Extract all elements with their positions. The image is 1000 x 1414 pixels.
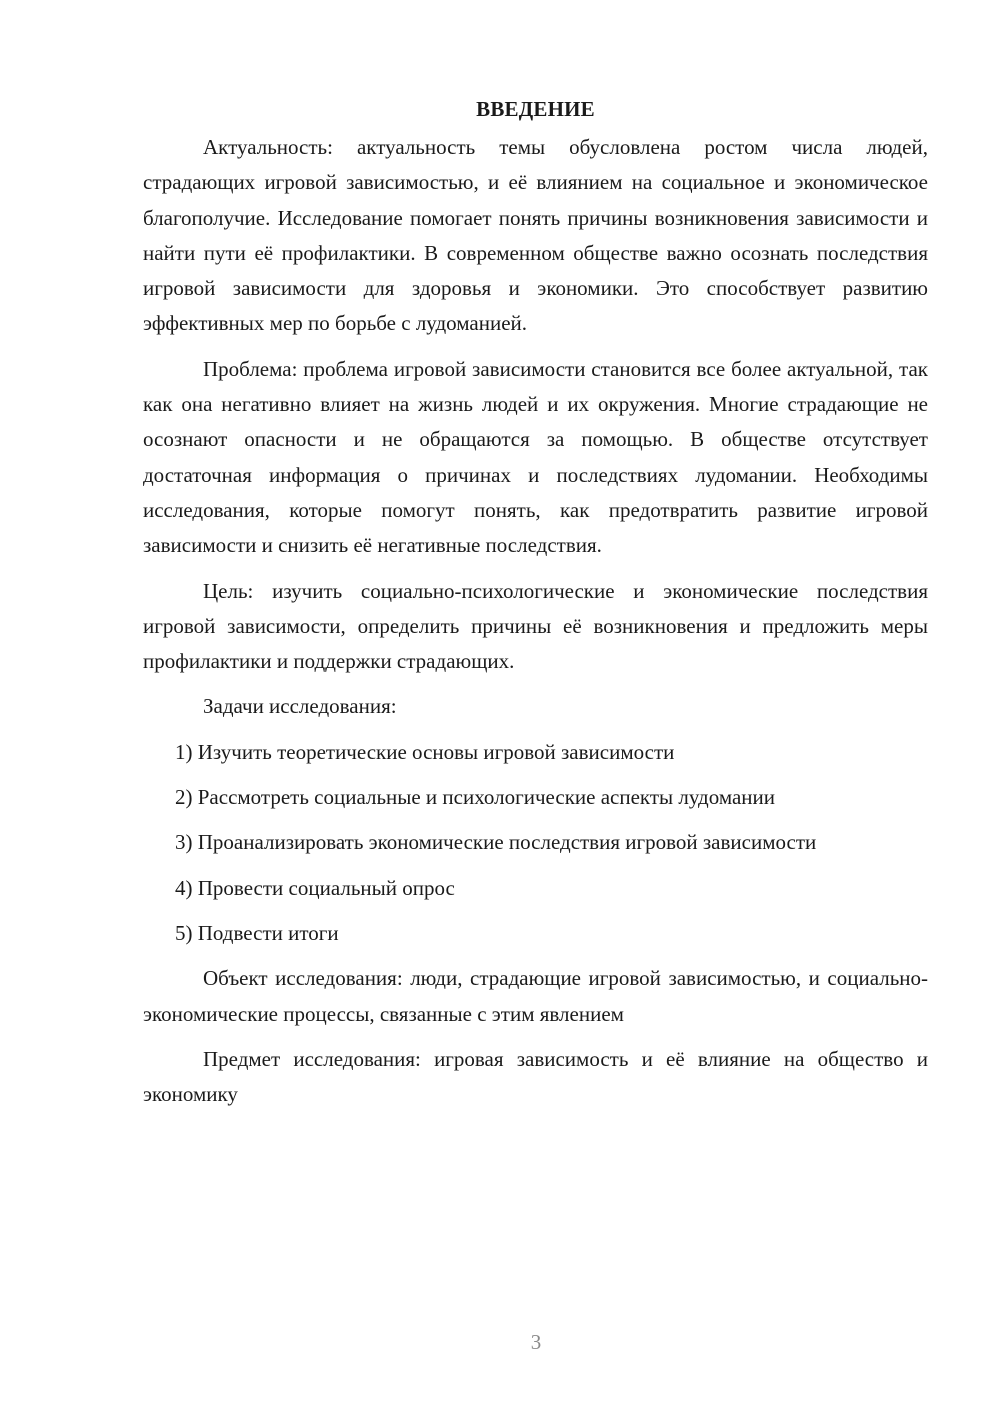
task-item-3: 3) Проанализировать экономические последствия игровой зависимости bbox=[175, 830, 817, 855]
task-item-2: 2) Рассмотреть социальные и психологические аспекты лудомании bbox=[175, 785, 775, 810]
goal-paragraph: Цель: изучить социально-психологические и экономические последствия игровой зависимости, определить причины её возникновения и предложить меры профилактики и поддержки страдающих. bbox=[143, 578, 928, 674]
subject-paragraph: Предмет исследования: игровая зависимость и её влияние на общество и экономику bbox=[143, 1046, 928, 1107]
section-title: ВВЕДЕНИЕ bbox=[476, 97, 595, 121]
task-item-5: 5) Подвести итоги bbox=[175, 920, 339, 945]
relevance-paragraph: Актуальность: актуальность темы обусловлена ростом числа людей, страдающих игровой зависимостью, и её влиянием на социальное и экономическое благополучие. Исследование помогает понять причины возникновения зависимости и найти пути её профилактики. В современном обществе важно осознать последствия игровой зависимости для здоровья и экономики. Это способствует развитию эффективных мер по борьбе с лудоманией. bbox=[143, 135, 928, 336]
tasks-heading: Задачи исследования: bbox=[203, 694, 397, 719]
task-item-4: 4) Провести социальный опрос bbox=[175, 875, 455, 900]
document-page bbox=[143, 92, 928, 1122]
page-number: 3 bbox=[530, 1330, 542, 1354]
problem-paragraph: Проблема: проблема игровой зависимости становится все более актуальной, так как она негативно влияет на жизнь людей и их окружения. Многие страдающие не осознают опасности и не обращаются за помощью. В обществе отсутствует достаточная информация о причинах и последствиях лудомании. Необходимы исследования, которые помогут понять, как предотвратить развитие игровой зависимости и снизить её негативные последствия. bbox=[143, 356, 928, 558]
object-paragraph: Объект исследования: люди, страдающие игровой зависимостью, и социально-экономические процессы, связанные с этим явлением bbox=[143, 966, 928, 1026]
task-item-1: 1) Изучить теоретические основы игровой зависимости bbox=[175, 739, 675, 764]
